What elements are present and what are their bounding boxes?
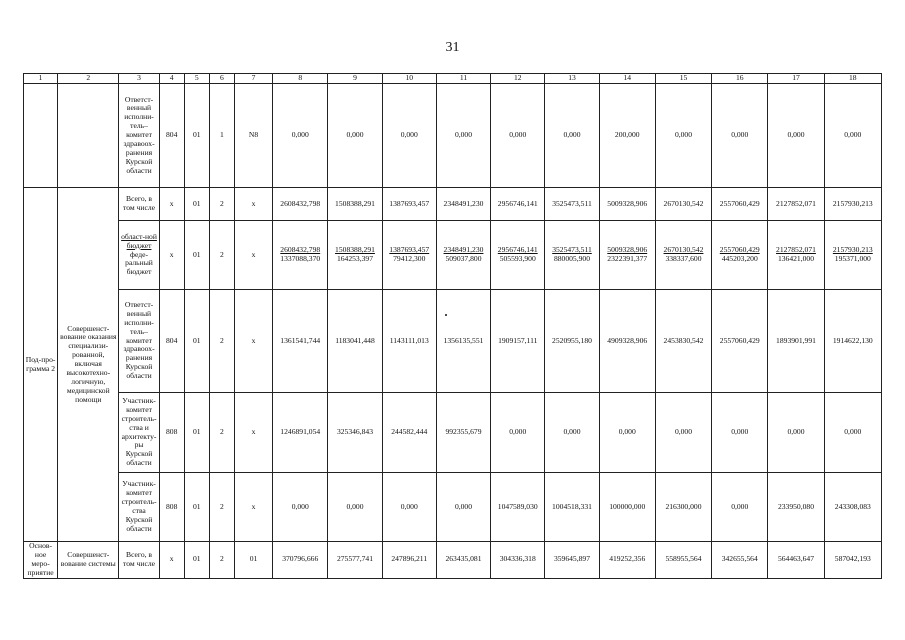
executor-cell: Ответст-венный исполни-тель– комитет здравоох-ранения Курской области (119, 84, 159, 188)
value-cell: 0,000 (545, 393, 599, 473)
value-cell: 1914622,130 (824, 290, 881, 393)
federal-budget-label: феде-ральный бюджет (125, 249, 153, 277)
value-cell: 587042,193 (824, 542, 881, 579)
code-cell: 804 (159, 84, 184, 188)
value-cell (712, 221, 768, 290)
subprogram-title: Совершенст-вование оказания специализи-рованной, включая высокотехно-логичную, медицинской помощи (58, 188, 119, 542)
regional-value: 2127852,071 (776, 245, 816, 255)
header-cell: 18 (824, 74, 881, 84)
value-cell: 2608432,798 (273, 188, 328, 221)
header-cell: 15 (655, 74, 711, 84)
table-row (24, 473, 882, 542)
c5-cell: 01 (184, 188, 209, 221)
page-number: 31 (445, 40, 460, 55)
table-row (24, 290, 882, 393)
value-cell: 0,000 (491, 84, 545, 188)
value-cell: 100000,000 (599, 473, 655, 542)
regional-value: 3525473,511 (552, 245, 592, 255)
code-cell: 804 (159, 290, 184, 393)
value-cell: 0,000 (436, 473, 490, 542)
federal-value: 505593,900 (499, 254, 536, 263)
c7-cell: N8 (234, 84, 272, 188)
table-row (24, 84, 882, 188)
c5-cell: 01 (184, 542, 209, 579)
c7-cell: х (234, 188, 272, 221)
value-cell (768, 221, 824, 290)
value-cell: 1356135,551 (436, 290, 490, 393)
value-cell: 1508388,291 (328, 188, 382, 221)
value-cell: 275577,741 (328, 542, 382, 579)
value-cell: 0,000 (768, 84, 824, 188)
regional-value: 2670130,542 (663, 245, 704, 255)
value-cell (824, 221, 881, 290)
header-cell: 4 (159, 74, 184, 84)
value-cell: 2670130,542 (655, 188, 711, 221)
c6-cell: 2 (209, 221, 234, 290)
value-cell: 263435,081 (436, 542, 490, 579)
header-cell: 7 (234, 74, 272, 84)
value-cell: 1183041,448 (328, 290, 382, 393)
c6-cell: 2 (209, 393, 234, 473)
header-cell: 16 (712, 74, 768, 84)
value-cell: 992355,679 (436, 393, 490, 473)
value-cell: 0,000 (712, 473, 768, 542)
value-cell: 419252,356 (599, 542, 655, 579)
executor-cell: Всего, в том числе (119, 542, 159, 579)
value-cell: 1893901,991 (768, 290, 824, 393)
value-cell: 0,000 (655, 84, 711, 188)
value-cell: 247896,211 (382, 542, 436, 579)
value-cell: 2157930,213 (824, 188, 881, 221)
federal-value: 195371,000 (834, 254, 871, 263)
header-cell: 12 (491, 74, 545, 84)
code-cell: 808 (159, 393, 184, 473)
c7-cell: х (234, 473, 272, 542)
c5-cell: 01 (184, 473, 209, 542)
executor-cell: Участник- комитет строитель-ства Курской области (119, 473, 159, 542)
header-cell: 1 (24, 74, 58, 84)
federal-value: 880005,900 (553, 254, 591, 263)
federal-value: 338337,600 (665, 254, 702, 263)
executor-cell: Участник- комитет строитель-ства и архитекту-ры Курской области (119, 393, 159, 473)
value-cell: 0,000 (491, 393, 545, 473)
regional-value: 2348491,230 (443, 245, 484, 255)
value-cell: 2557060,429 (712, 290, 768, 393)
value-cell: 0,000 (545, 84, 599, 188)
value-cell: 0,000 (712, 393, 768, 473)
value-cell: 2348491,230 (436, 188, 490, 221)
c6-cell: 2 (209, 188, 234, 221)
federal-value: 1337088,370 (280, 254, 321, 263)
value-cell: 2453830,542 (655, 290, 711, 393)
c6-cell: 2 (209, 290, 234, 393)
value-cell (382, 221, 436, 290)
regional-value: 2557060,429 (719, 245, 760, 255)
value-cell: 200,000 (599, 84, 655, 188)
value-cell (545, 221, 599, 290)
value-cell: 216300,000 (655, 473, 711, 542)
value-cell: 558955,564 (655, 542, 711, 579)
header-cell: 13 (545, 74, 599, 84)
col1-cell (24, 84, 58, 188)
value-cell (273, 221, 328, 290)
federal-value: 79412,300 (393, 254, 426, 263)
activity-label: Основ-ное меро-приятие (24, 542, 58, 579)
value-cell: 0,000 (768, 393, 824, 473)
value-cell: 2956746,141 (491, 188, 545, 221)
value-cell: 2127852,071 (768, 188, 824, 221)
c7-cell: х (234, 290, 272, 393)
header-cell: 10 (382, 74, 436, 84)
value-cell: 0,000 (328, 84, 382, 188)
code-cell: 808 (159, 473, 184, 542)
subprogram-label: Под-про-грамма 2 (24, 188, 58, 542)
value-cell: 1246891,054 (273, 393, 328, 473)
value-cell: 0,000 (273, 473, 328, 542)
c6-cell: 2 (209, 542, 234, 579)
value-cell: 1909157,111 (491, 290, 545, 393)
value-cell: 370796,666 (273, 542, 328, 579)
value-cell: 3525473,511 (545, 188, 599, 221)
value-cell: 0,000 (436, 84, 490, 188)
value-cell: 2520955,180 (545, 290, 599, 393)
header-cell: 8 (273, 74, 328, 84)
header-cell: 6 (209, 74, 234, 84)
c6-cell: 2 (209, 473, 234, 542)
value-cell (655, 221, 711, 290)
federal-value: 509037,800 (445, 254, 482, 263)
header-row (24, 74, 882, 84)
value-cell: 0,000 (273, 84, 328, 188)
header-cell: 5 (184, 74, 209, 84)
c5-cell: 01 (184, 84, 209, 188)
value-cell: 0,000 (712, 84, 768, 188)
federal-value: 136421,000 (777, 254, 815, 263)
value-cell: 342655,564 (712, 542, 768, 579)
value-cell: 0,000 (382, 473, 436, 542)
value-cell: 233950,080 (768, 473, 824, 542)
value-cell: 564463,647 (768, 542, 824, 579)
header-cell: 3 (119, 74, 159, 84)
regional-budget-label: област-ной бюджет (121, 231, 157, 250)
value-cell: 1004518,331 (545, 473, 599, 542)
value-cell (328, 221, 382, 290)
regional-value: 5009328,906 (607, 245, 648, 255)
budget-table (23, 73, 882, 579)
value-cell: 304336,318 (491, 542, 545, 579)
federal-value: 164253,397 (336, 254, 374, 263)
c7-cell: х (234, 221, 272, 290)
value-cell: 2557060,429 (712, 188, 768, 221)
code-cell: х (159, 188, 184, 221)
table-row (24, 221, 882, 290)
c5-cell: 01 (184, 221, 209, 290)
value-cell: 1387693,457 (382, 188, 436, 221)
c5-cell: 01 (184, 290, 209, 393)
regional-value: 2608432,798 (280, 245, 321, 255)
c7-cell: 01 (234, 542, 272, 579)
header-cell: 14 (599, 74, 655, 84)
value-cell: 1361541,744 (273, 290, 328, 393)
c6-cell: 1 (209, 84, 234, 188)
header-cell: 2 (58, 74, 119, 84)
value-cell: 0,000 (655, 393, 711, 473)
code-cell: х (159, 221, 184, 290)
value-cell (599, 221, 655, 290)
c5-cell: 01 (184, 393, 209, 473)
value-cell: 0,000 (382, 84, 436, 188)
executor-cell: Ответст-венный исполни-тель– комитет здравоох-ранения Курской области (119, 290, 159, 393)
header-cell: 11 (436, 74, 490, 84)
code-cell: х (159, 542, 184, 579)
regional-value: 1387693,457 (389, 245, 430, 255)
value-cell (436, 221, 490, 290)
value-cell: 0,000 (328, 473, 382, 542)
value-cell: 4909328,906 (599, 290, 655, 393)
regional-value: 2157930,213 (832, 245, 873, 255)
value-cell (491, 221, 545, 290)
federal-value: 2322391,377 (607, 254, 648, 263)
executor-cell: Всего, в том числе (119, 188, 159, 221)
federal-value: 445203,200 (721, 254, 758, 263)
value-cell: 1143111,013 (382, 290, 436, 393)
executor-cell (119, 221, 159, 290)
c7-cell: х (234, 393, 272, 473)
value-cell: 243308,083 (824, 473, 881, 542)
value-cell: 325346,843 (328, 393, 382, 473)
value-cell: 359645,897 (545, 542, 599, 579)
table-row (24, 542, 882, 579)
header-cell: 17 (768, 74, 824, 84)
value-cell: 5009328,906 (599, 188, 655, 221)
header-cell: 9 (328, 74, 382, 84)
table-row (24, 393, 882, 473)
value-cell: 0,000 (824, 84, 881, 188)
value-cell: 244582,444 (382, 393, 436, 473)
regional-value: 2956746,141 (497, 245, 538, 255)
col2-cell (58, 84, 119, 188)
value-cell: 1047589,030 (491, 473, 545, 542)
activity-title: Совершенст-вование системы (58, 542, 119, 579)
regional-value: 1508388,291 (335, 245, 375, 255)
table-row (24, 188, 882, 221)
value-cell: 0,000 (599, 393, 655, 473)
value-cell: 0,000 (824, 393, 881, 473)
